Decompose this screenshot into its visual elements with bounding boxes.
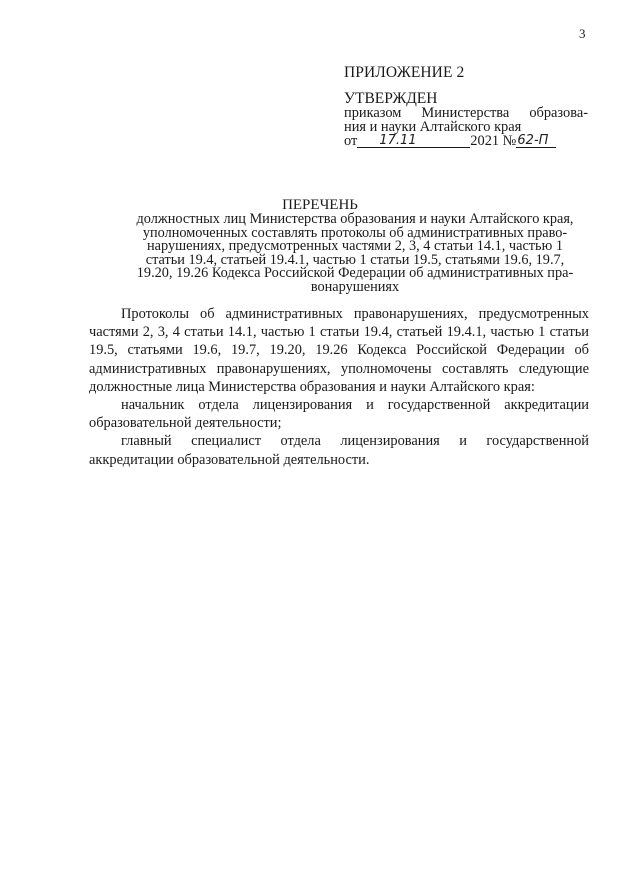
subtitle-line: нарушениях, предусмотренных частями 2, 3, 4 статьи 14.1, частью 1 [147,238,563,255]
approved-stamp-title: УТВЕРЖДЕН [344,90,438,107]
subtitle-line: должностных лиц Министерства образования и науки Алтайского края, [136,211,574,227]
order-date-line [344,134,588,148]
subtitle-line: вонарушениях [310,278,400,295]
list-title: ПЕРЕЧЕНЬ [282,197,358,213]
handwritten-date: 17.11 [379,133,417,148]
subtitle-line: уполномоченных составлять протоколы об административных право- [142,224,568,241]
date-blank [357,134,470,148]
handwritten-order-number: 62-П [517,133,549,148]
official-item-2: главный специалист отдела лицензирования и государственной аккредитации образовательной деятельности. [89,433,589,468]
body-text [89,305,589,469]
number-blank [516,134,556,148]
intro-paragraph: Протоколы об административных правонарушениях, предусмотренных частями 2, 3, 4 статьи 14.1, частью 1 статьи 19.4, статьей 19.4.1, частью 1 статьи 19.5, статьями 19.6, 19.7, 19.20, 19.26 Кодекса Российской Федерации об административных правонарушениях, уполномочены составлять следующие должностные лица Министерства образования и науки Алтайского края: [89,306,589,395]
appendix-title: ПРИЛОЖЕНИЕ 2 [344,64,465,81]
approval-block [344,66,588,148]
list-subtitle [112,213,598,295]
order-year: 2021 № [470,133,517,149]
subtitle-line: 19.20, 19.26 Кодекса Российской Федерации об административных пра- [136,265,574,282]
order-line-2: ния и науки Алтайского края [344,119,522,135]
official-item-1: начальник отдела лицензирования и государственной аккредитации образовательной деятельности; [89,397,589,432]
page-number: 3 [579,26,586,41]
order-line-1: приказом Министерства образова- [344,105,588,121]
subtitle-line: статьи 19.4, статьей 19.4.1, частью 1 статьи 19.5, статьями 19.6, 19.7, [145,251,565,268]
date-prefix: от [344,133,358,149]
